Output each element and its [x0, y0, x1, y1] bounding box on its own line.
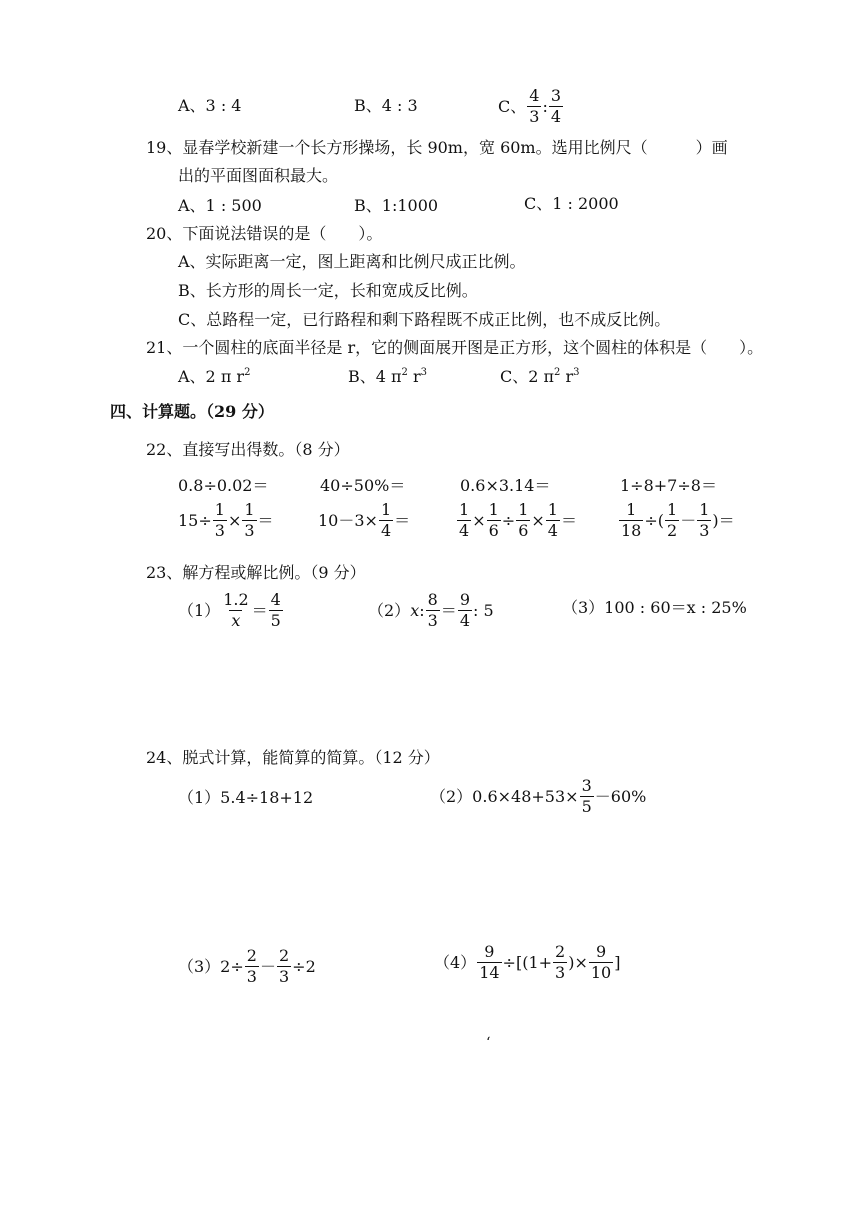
fraction: $\frac{1}{4}$ [459, 500, 470, 540]
q22-expr-6: 10－3× $\frac{1}{4}$ ＝ [318, 500, 411, 540]
q18-option-b: B、4 : 3 [354, 96, 418, 115]
q22-expr-7: $\frac{1}{4}$ × $\frac{1}{6}$ ÷ $\frac{1}{6}$ × $\frac{1}{4}$ ＝ [459, 500, 577, 540]
fraction: 4 5 [270, 590, 281, 630]
q21-option-b: B、4 $\pi^2$ $r^3$ [348, 367, 428, 386]
q24-part-3: （3）2÷ $\frac{2}{3}$ － $\frac{2}{3}$ ÷2 [178, 946, 316, 986]
q18-option-c: C、 4 3 : 3 4 [498, 86, 562, 126]
fraction: 8 3 [427, 590, 438, 630]
fraction: 1 2 [667, 500, 678, 540]
fraction: $\frac{2}{3}$ [246, 946, 257, 986]
q19-option-b: B、1:1000 [354, 196, 439, 215]
fraction: $\frac{1}{3}$ [214, 500, 225, 540]
q22-expr-2: 40÷50%＝ [320, 476, 406, 495]
fraction: $\frac{1}{4}$ [547, 500, 558, 540]
q18-option-a: A、3 : 4 [178, 96, 242, 115]
fraction: $\frac{3}{5}$ [581, 776, 592, 816]
fraction: 9 4 [459, 590, 470, 630]
q22-title: 22、直接写出得数。（8 分） [146, 440, 350, 459]
q24-part-1: （1）5.4÷18+12 [178, 788, 314, 807]
fraction: $\frac{1}{3}$ [244, 500, 255, 540]
q22-expr-8: $\frac{1}{18}$ ÷( 1 2 － 1 3 )＝ [621, 500, 735, 540]
q22-expr-1: 0.8÷0.02＝ [178, 476, 269, 495]
q21-option-a: A、2 π $r^2$ [178, 367, 251, 386]
q23-part-3: （3）100 : 60＝x : 25% [562, 598, 747, 617]
q19-stem-line2: 出的平面图面积最大。 [178, 166, 339, 185]
stray-mark: ‘ [486, 1035, 491, 1051]
fraction: 3 4 [550, 86, 562, 126]
fraction: $\frac{2}{3}$ [278, 946, 290, 986]
section-heading: 四、计算题。（29 分） [110, 402, 274, 421]
q19-stem: 19、显春学校新建一个长方形操场，长 90m，宽 60m。选用比例尺（ ）画 [146, 138, 728, 157]
q20-option-c: C、总路程一定，已行路程和剩下路程既不成正比例，也不成反比例。 [178, 310, 671, 329]
q21-option-c: C、2 $\pi^2$ $r^3$ [500, 367, 580, 386]
q23-title: 23、解方程或解比例。（9 分） [146, 563, 366, 582]
fraction: 1 3 [699, 500, 710, 540]
fraction: $\frac{1}{18}$ [621, 500, 642, 540]
fraction: 4 3 [529, 86, 540, 126]
q19-option-a: A、1 : 500 [178, 196, 262, 215]
fraction: $\frac{2}{3}$ [555, 942, 566, 982]
q23-part-1: （1） 1.2 x ＝ 4 5 [178, 590, 281, 630]
fraction: $\frac{9}{14}$ [479, 942, 500, 982]
fraction: 1.2 x [223, 590, 249, 630]
q24-part-4: （4） $\frac{9}{14}$ ÷[(1+ $\frac{2}{3}$ )× $\frac{9}{10}$ ] [434, 942, 621, 982]
q23-part-2: （2） x : 8 3 ＝ 9 4 : 5 [368, 590, 494, 630]
q22-expr-4: 1÷8+7÷8＝ [620, 476, 717, 495]
q22-expr-5: 15÷ $\frac{1}{3}$ × $\frac{1}{3}$ ＝ [178, 500, 274, 540]
option-label: C、 [498, 96, 527, 116]
q20-option-a: A、实际距离一定，图上距离和比例尺成正比例。 [178, 252, 526, 271]
q20-option-b: B、长方形的周长一定，长和宽成反比例。 [178, 281, 478, 300]
q19-option-c: C、1 : 2000 [524, 194, 619, 213]
q24-part-2: （2）0.6×48+53× $\frac{3}{5}$ －60% [430, 776, 647, 816]
q20-stem: 20、下面说法错误的是（ ）。 [146, 224, 383, 243]
q21-stem: 21、一个圆柱的底面半径是 r，它的侧面展开图是正方形，这个圆柱的体积是（ ）。 [146, 338, 764, 357]
q22-expr-3: 0.6×3.14＝ [460, 476, 551, 495]
fraction: $\frac{1}{6}$ [488, 500, 499, 540]
fraction: $\frac{1}{6}$ [518, 500, 529, 540]
fraction: $\frac{1}{4}$ [380, 500, 392, 540]
fraction: $\frac{9}{10}$ [590, 942, 612, 982]
q24-title: 24、脱式计算，能简算的简算。（12 分） [146, 748, 440, 767]
